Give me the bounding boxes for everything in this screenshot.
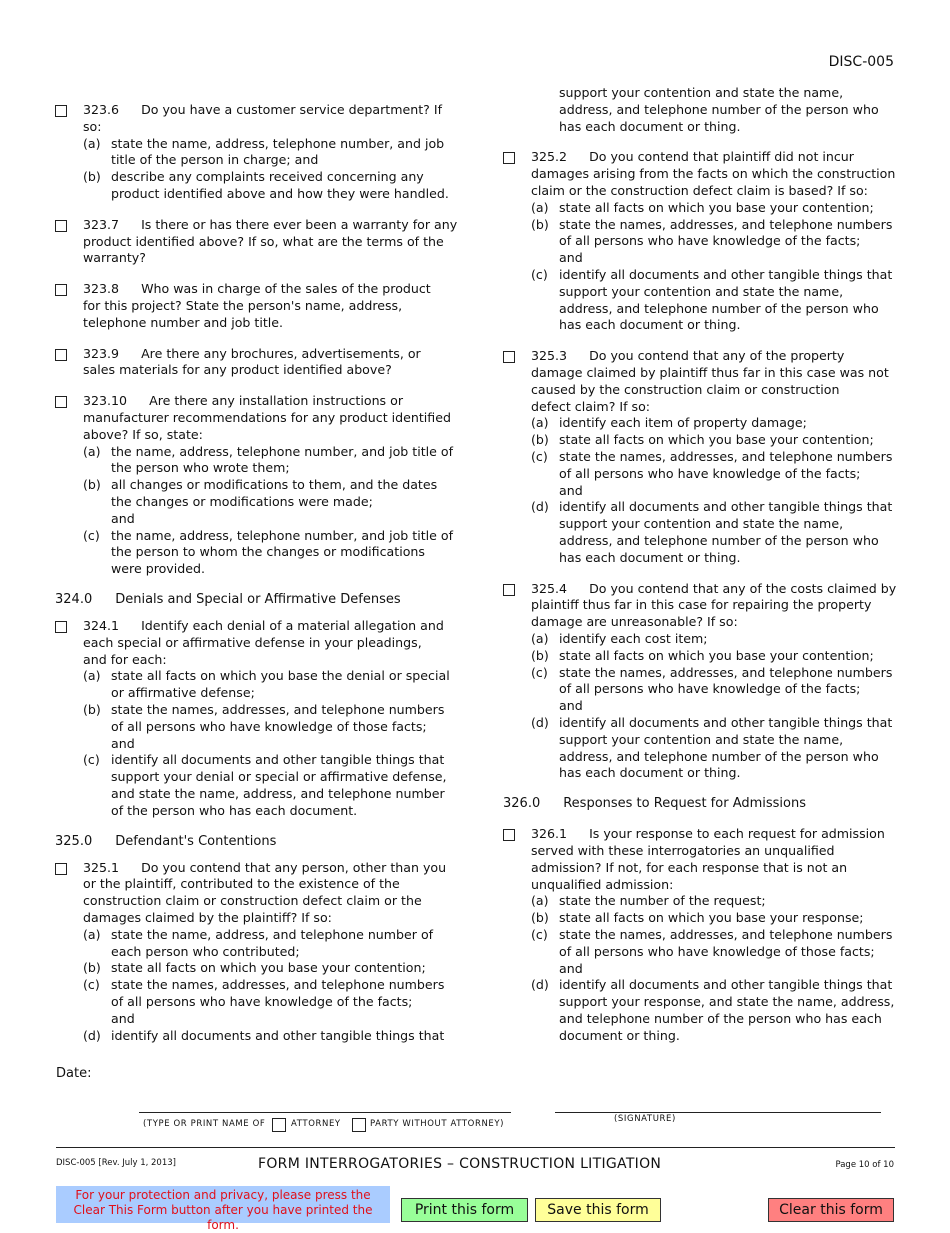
question-number: 325.4 <box>531 580 568 596</box>
footer-revision: DISC-005 [Rev. July 1, 2013] <box>56 1158 176 1168</box>
question-text: claim or the construction defect claim is based? If so: <box>531 183 868 198</box>
item-text: support your contention and state the name, <box>559 731 844 747</box>
question-checkbox[interactable] <box>55 396 67 408</box>
question-text: manufacturer recommendations for any product identified <box>83 410 451 425</box>
question-lead <box>83 393 403 410</box>
question-checkbox[interactable] <box>503 829 515 841</box>
privacy-notice <box>56 1186 390 1232</box>
question-text: defect claim? If so: <box>531 398 651 414</box>
item-text: support your denial or special or affirmative defense, <box>111 769 447 785</box>
item-label: (a) <box>83 443 101 459</box>
party-label: PARTY WITHOUT ATTORNEY) <box>370 1119 505 1129</box>
item-label: (a) <box>83 926 101 942</box>
attorney-label: ATTORNEY <box>291 1119 341 1129</box>
item-label: (b) <box>83 477 101 493</box>
item-text: state the names, addresses, and telephone numbers <box>559 216 893 232</box>
question-lead <box>531 826 885 843</box>
question-text: damages arising from the facts on which the construction <box>531 166 896 182</box>
item-label: (d) <box>531 977 549 993</box>
item-text: identify all documents and other tangible things that <box>559 267 893 282</box>
item-text: has each document or thing. <box>559 317 741 333</box>
item-text: of all persons who have knowledge of those facts; <box>111 718 427 734</box>
question-text: for this project? State the person's name, address, <box>83 298 403 313</box>
item-text: the person to whom the changes or modifications <box>111 544 425 560</box>
question-lead <box>83 618 444 635</box>
question-text: and for each: <box>83 651 167 667</box>
item-label: (d) <box>531 499 549 515</box>
item-text: identify each item of property damage; <box>559 415 807 431</box>
question-text: Do you contend that any of the property <box>589 348 845 364</box>
item-text: state the names, addresses, and telephone numbers <box>111 977 445 993</box>
question-text: or the plaintiff, contributed to the existence of the <box>83 876 400 892</box>
signature-line[interactable] <box>555 1112 881 1113</box>
item-text: and <box>559 482 583 498</box>
item-text: has each document or thing. <box>559 118 741 134</box>
question-text: unqualified admission: <box>531 876 674 892</box>
item-text: document or thing. <box>559 1027 680 1043</box>
question-text: above? If so, state: <box>83 426 203 442</box>
section-number: 326.0 <box>503 796 541 812</box>
question-number: 325.1 <box>83 859 120 875</box>
question-text: Is your response to each request for admission <box>589 826 885 842</box>
item-text: state all facts on which you base your response; <box>559 910 864 926</box>
question-text: so: <box>83 118 102 134</box>
item-label: (a) <box>531 893 549 909</box>
item-text: identify all documents and other tangible things that <box>559 977 893 993</box>
question-lead <box>83 346 421 363</box>
attorney-checkbox[interactable] <box>272 1118 286 1132</box>
item-label: (c) <box>531 927 548 942</box>
question-lead <box>83 281 431 298</box>
item-text: the changes or modifications were made; <box>111 494 373 509</box>
item-text: has each document or thing. <box>559 765 741 781</box>
item-text: and state the name, address, and telephone number <box>111 786 445 801</box>
question-number: 323.6 <box>83 102 120 117</box>
item-text: identify each cost item; <box>559 631 708 646</box>
item-text: of the person who has each document. <box>111 802 358 818</box>
save-button[interactable]: Save this form <box>535 1198 661 1222</box>
item-text: state all facts on which you base your contention; <box>111 960 426 976</box>
item-text: state the name, address, telephone number, and job <box>111 135 445 151</box>
question-lead <box>531 149 854 166</box>
question-text: telephone number and job title. <box>83 314 284 330</box>
print-button[interactable]: Print this form <box>401 1198 528 1222</box>
question-text: damages claimed by the plaintiff? If so: <box>83 910 332 925</box>
question-text: warranty? <box>83 250 146 266</box>
question-lead <box>83 860 446 877</box>
item-text: state the names, addresses, and telephone numbers <box>111 702 445 717</box>
item-text: and <box>559 960 583 976</box>
question-lead <box>531 348 844 365</box>
question-checkbox[interactable] <box>503 584 515 596</box>
section-heading <box>503 796 806 811</box>
item-label: (c) <box>531 664 548 680</box>
question-text: construction claim or construction defect claim or the <box>83 893 422 909</box>
item-text: each person who contributed; <box>111 943 300 959</box>
item-label: (a) <box>531 199 549 215</box>
item-text: of all persons who have knowledge of the facts; <box>559 233 861 249</box>
item-text: address, and telephone number of the person who <box>559 748 879 764</box>
question-number: 325.2 <box>531 149 568 165</box>
item-text: or affirmative defense; <box>111 685 255 701</box>
question-text: damage claimed by plaintiff thus far in this case was not <box>531 365 889 380</box>
item-text: were provided. <box>111 561 205 577</box>
item-label: (a) <box>83 135 101 151</box>
item-text: address, and telephone number of the person who <box>559 300 879 316</box>
item-text: state the name, address, and telephone number of <box>111 926 434 942</box>
item-text: state all facts on which you base the denial or special <box>111 668 450 684</box>
item-text: identify all documents and other tangible things that <box>111 1027 445 1043</box>
item-text: support your response, and state the name, address, <box>559 994 895 1010</box>
item-label: (a) <box>531 415 549 431</box>
question-text: each special or affirmative defense in your pleadings, <box>83 634 422 650</box>
question-text: plaintiff thus far in this case for repairing the property <box>531 597 872 613</box>
item-text: and telephone number of the person who has each <box>559 1011 882 1026</box>
question-text: product identified above? If so, what are the terms of the <box>83 233 444 249</box>
question-number: 326.1 <box>531 826 568 842</box>
item-label: (c) <box>83 527 100 543</box>
item-text: identify all documents and other tangible things that <box>559 499 893 515</box>
item-text: state all facts on which you base your contention; <box>559 647 874 663</box>
question-checkbox[interactable] <box>503 152 515 164</box>
question-text: Do you contend that plaintiff did not incur <box>589 149 854 165</box>
footer-rule <box>56 1147 895 1148</box>
item-text: state the number of the request; <box>559 893 766 909</box>
section-heading <box>55 592 401 607</box>
question-number: 323.9 <box>83 345 120 361</box>
item-text: state all facts on which you base your contention; <box>559 199 874 215</box>
footer-title: FORM INTERROGATORIES – CONSTRUCTION LITIGATION <box>258 1156 662 1172</box>
item-text: of all persons who have knowledge of the facts; <box>111 994 413 1009</box>
question-text: caused by the construction claim or construction <box>531 381 840 397</box>
item-text: state the names, addresses, and telephone numbers <box>559 927 893 942</box>
item-text: and <box>111 510 135 526</box>
item-label: (c) <box>531 449 548 464</box>
item-label: (b) <box>531 432 549 448</box>
question-number: 324.1 <box>83 618 120 633</box>
item-text: and <box>559 698 583 714</box>
question-lead <box>83 217 457 234</box>
question-number: 325.3 <box>531 348 568 364</box>
item-text: identify all documents and other tangible things that <box>559 715 893 730</box>
question-text: Do you contend that any person, other than you <box>141 859 447 875</box>
question-text: sales materials for any product identified above? <box>83 362 392 378</box>
section-number: 324.0 <box>55 592 93 607</box>
name-caption: (TYPE OR PRINT NAME OF <box>143 1119 266 1129</box>
question-text: Who was in charge of the sales of the product <box>141 281 431 297</box>
question-text: Do you have a customer service department? If <box>141 102 442 117</box>
item-label: (b) <box>531 647 549 663</box>
question-text: Is there or has there ever been a warranty for any <box>141 216 458 232</box>
question-number: 323.8 <box>83 281 120 297</box>
item-text: the name, address, telephone number, and job title of <box>111 443 454 459</box>
item-text: address, and telephone number of the person who <box>559 101 879 117</box>
item-label: (b) <box>83 169 101 185</box>
signature-caption: (SIGNATURE) <box>614 1114 676 1124</box>
item-label: (b) <box>83 702 101 717</box>
question-text: Identify each denial of a material allegation and <box>141 618 444 633</box>
question-lead <box>531 581 896 598</box>
question-number: 323.10 <box>83 393 128 409</box>
item-text: of all persons who have knowledge of the facts; <box>559 465 861 481</box>
item-text: support your contention and state the name, <box>559 516 844 532</box>
item-text: and <box>559 250 583 266</box>
party-without-attorney-checkbox[interactable] <box>352 1118 366 1132</box>
item-text: and <box>111 1010 135 1026</box>
question-text: admission? If not, for each response that is not an <box>531 859 848 875</box>
section-number: 325.0 <box>55 833 93 849</box>
item-label: (c) <box>83 977 100 993</box>
question-text: Are there any installation instructions or <box>149 393 403 409</box>
item-text: state the names, addresses, and telephone numbers <box>559 449 893 464</box>
item-text: product identified above and how they were handled. <box>111 186 449 201</box>
item-label: (d) <box>83 1027 101 1043</box>
question-checkbox[interactable] <box>55 349 67 361</box>
item-text: of all persons who have knowledge of those facts; <box>559 943 875 959</box>
item-text: address, and telephone number of the person who <box>559 533 879 548</box>
item-text: title of the person in charge; and <box>111 152 319 168</box>
question-text: Do you contend that any of the costs claimed by <box>589 580 897 596</box>
item-text: support your contention and state the name, <box>559 283 844 299</box>
item-text: the name, address, telephone number, and job title of <box>111 527 454 543</box>
item-text: state all facts on which you base your contention; <box>559 432 874 448</box>
question-text: Are there any brochures, advertisements, or <box>141 345 421 361</box>
item-text: all changes or modifications to them, and the dates <box>111 477 438 493</box>
item-text: of all persons who have knowledge of the facts; <box>559 681 861 697</box>
question-checkbox[interactable] <box>55 284 67 296</box>
question-lead <box>83 102 442 119</box>
clear-button[interactable]: Clear this form <box>768 1198 894 1222</box>
item-label: (c) <box>83 752 100 768</box>
item-label: (d) <box>531 715 549 730</box>
question-number: 323.7 <box>83 216 120 232</box>
item-label: (b) <box>531 910 549 926</box>
item-text: identify all documents and other tangible things that <box>111 752 445 768</box>
question-checkbox[interactable] <box>55 863 67 875</box>
item-label: (c) <box>531 267 548 282</box>
item-text: has each document or thing. <box>559 549 741 565</box>
question-checkbox[interactable] <box>55 105 67 117</box>
date-label: Date: <box>56 1066 92 1081</box>
item-text: support your contention and state the name, <box>559 85 844 100</box>
question-checkbox[interactable] <box>55 621 67 633</box>
section-title: Denials and Special or Affirmative Defenses <box>115 592 401 607</box>
section-title: Responses to Request for Admissions <box>563 796 807 812</box>
form-id: DISC-005 <box>828 54 894 70</box>
privacy-notice-text: For your protection and privacy, please press the Clear This Form button after you have printed the form. <box>73 1188 373 1232</box>
item-text: describe any complaints received concerning any <box>111 169 424 185</box>
section-title: Defendant's Contentions <box>115 833 277 849</box>
item-text: state the names, addresses, and telephone numbers <box>559 664 893 680</box>
footer-page: Page 10 of 10 <box>835 1160 894 1170</box>
question-text: served with these interrogatories an unqualified <box>531 843 835 858</box>
item-label: (a) <box>531 631 549 646</box>
item-text: and <box>111 735 135 751</box>
question-checkbox[interactable] <box>503 351 515 363</box>
section-heading <box>55 834 276 849</box>
name-line[interactable] <box>139 1112 511 1113</box>
item-text: the person who wrote them; <box>111 460 290 476</box>
item-label: (b) <box>531 216 549 232</box>
question-text: damage are unreasonable? If so: <box>531 614 738 630</box>
question-checkbox[interactable] <box>55 220 67 232</box>
item-label: (a) <box>83 668 101 684</box>
item-label: (b) <box>83 960 101 976</box>
